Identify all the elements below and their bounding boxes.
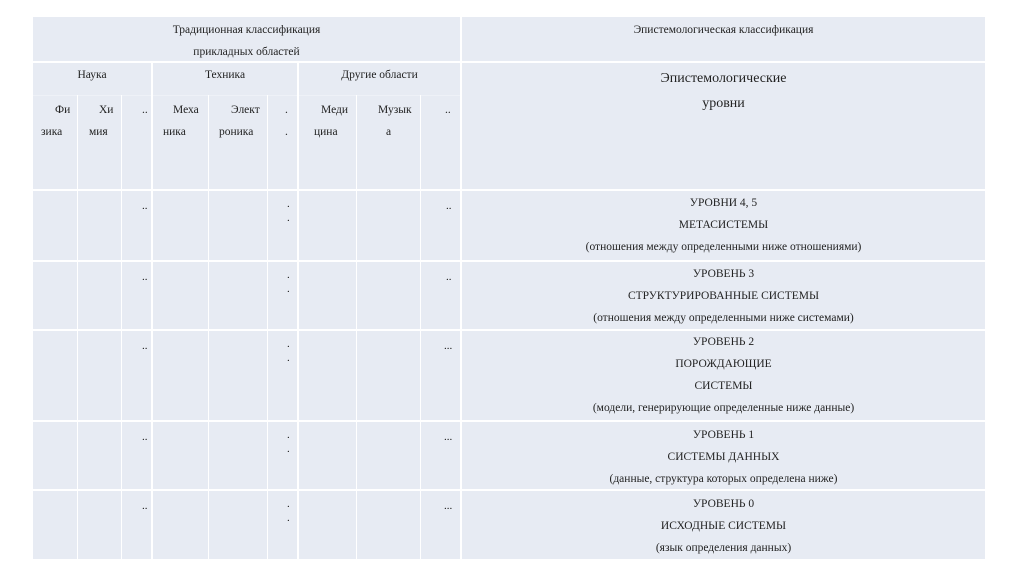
ellipsis-technology: . .	[287, 269, 290, 295]
column-divider	[77, 95, 78, 559]
subject-science-more: ..	[142, 104, 148, 116]
subject-mechanics: Меха ника	[163, 104, 199, 138]
column-divider	[297, 61, 299, 559]
column-divider	[267, 95, 268, 559]
level-description: УРОВНИ 4, 5 МЕТАСИСТЕМЫ (отношения между определенными ниже отношениями)	[585, 197, 862, 253]
column-divider	[151, 61, 153, 559]
level-description: УРОВЕНЬ 2 ПОРОЖДАЮЩИЕ СИСТЕМЫ (модели, генерирующие определенные ниже данные)	[592, 336, 855, 414]
traditional-classification-header: Традиционная классификация прикладных областей	[172, 24, 321, 58]
epistemological-classification-header: Эпистемологическая классификация	[633, 24, 814, 36]
row-divider	[33, 260, 985, 262]
ellipsis-other: ...	[444, 500, 453, 512]
column-divider	[356, 95, 357, 559]
subject-chemistry: Хи мия	[89, 104, 114, 138]
ellipsis-science: ..	[142, 200, 148, 212]
column-divider	[420, 95, 421, 559]
level-description: УРОВЕНЬ 3 СТРУКТУРИРОВАННЫЕ СИСТЕМЫ (отношения между определенными ниже системами)	[593, 268, 854, 324]
ellipsis-other: ..	[446, 271, 452, 283]
ellipsis-science: ..	[142, 500, 148, 512]
level-description: УРОВЕНЬ 1 СИСТЕМЫ ДАННЫХ (данные, структура которых определена ниже)	[609, 429, 838, 485]
classification-table	[33, 17, 985, 559]
ellipsis-technology: . .	[287, 198, 290, 224]
row-divider	[33, 420, 985, 422]
ellipsis-technology: . .	[287, 498, 290, 524]
subject-other-more: ..	[445, 104, 451, 116]
ellipsis-science: ..	[142, 431, 148, 443]
ellipsis-other: ...	[444, 431, 453, 443]
subject-electronics: Элект роника	[219, 104, 260, 138]
ellipsis-technology: . .	[287, 429, 290, 455]
subject-music: Музык а	[378, 104, 412, 138]
subject-tech-more: . .	[285, 104, 288, 138]
group-technology: Техника	[204, 69, 246, 81]
ellipsis-science: ..	[142, 271, 148, 283]
level-description: УРОВЕНЬ 0 ИСХОДНЫЕ СИСТЕМЫ (язык определения данных)	[655, 498, 792, 554]
ellipsis-other: ...	[444, 340, 453, 352]
epistemological-levels-title: Эпистемологические уровни	[660, 71, 787, 111]
column-divider	[121, 95, 122, 559]
row-divider	[33, 95, 460, 96]
ellipsis-other: ..	[446, 200, 452, 212]
ellipsis-science: ..	[142, 340, 148, 352]
row-divider	[33, 189, 985, 191]
subject-physics: Фи зика	[41, 104, 71, 138]
group-science: Наука	[77, 69, 107, 81]
column-divider	[208, 95, 209, 559]
group-other: Другие области	[341, 69, 418, 81]
subject-medicine: Меди цина	[314, 104, 349, 138]
ellipsis-technology: . .	[287, 338, 290, 364]
